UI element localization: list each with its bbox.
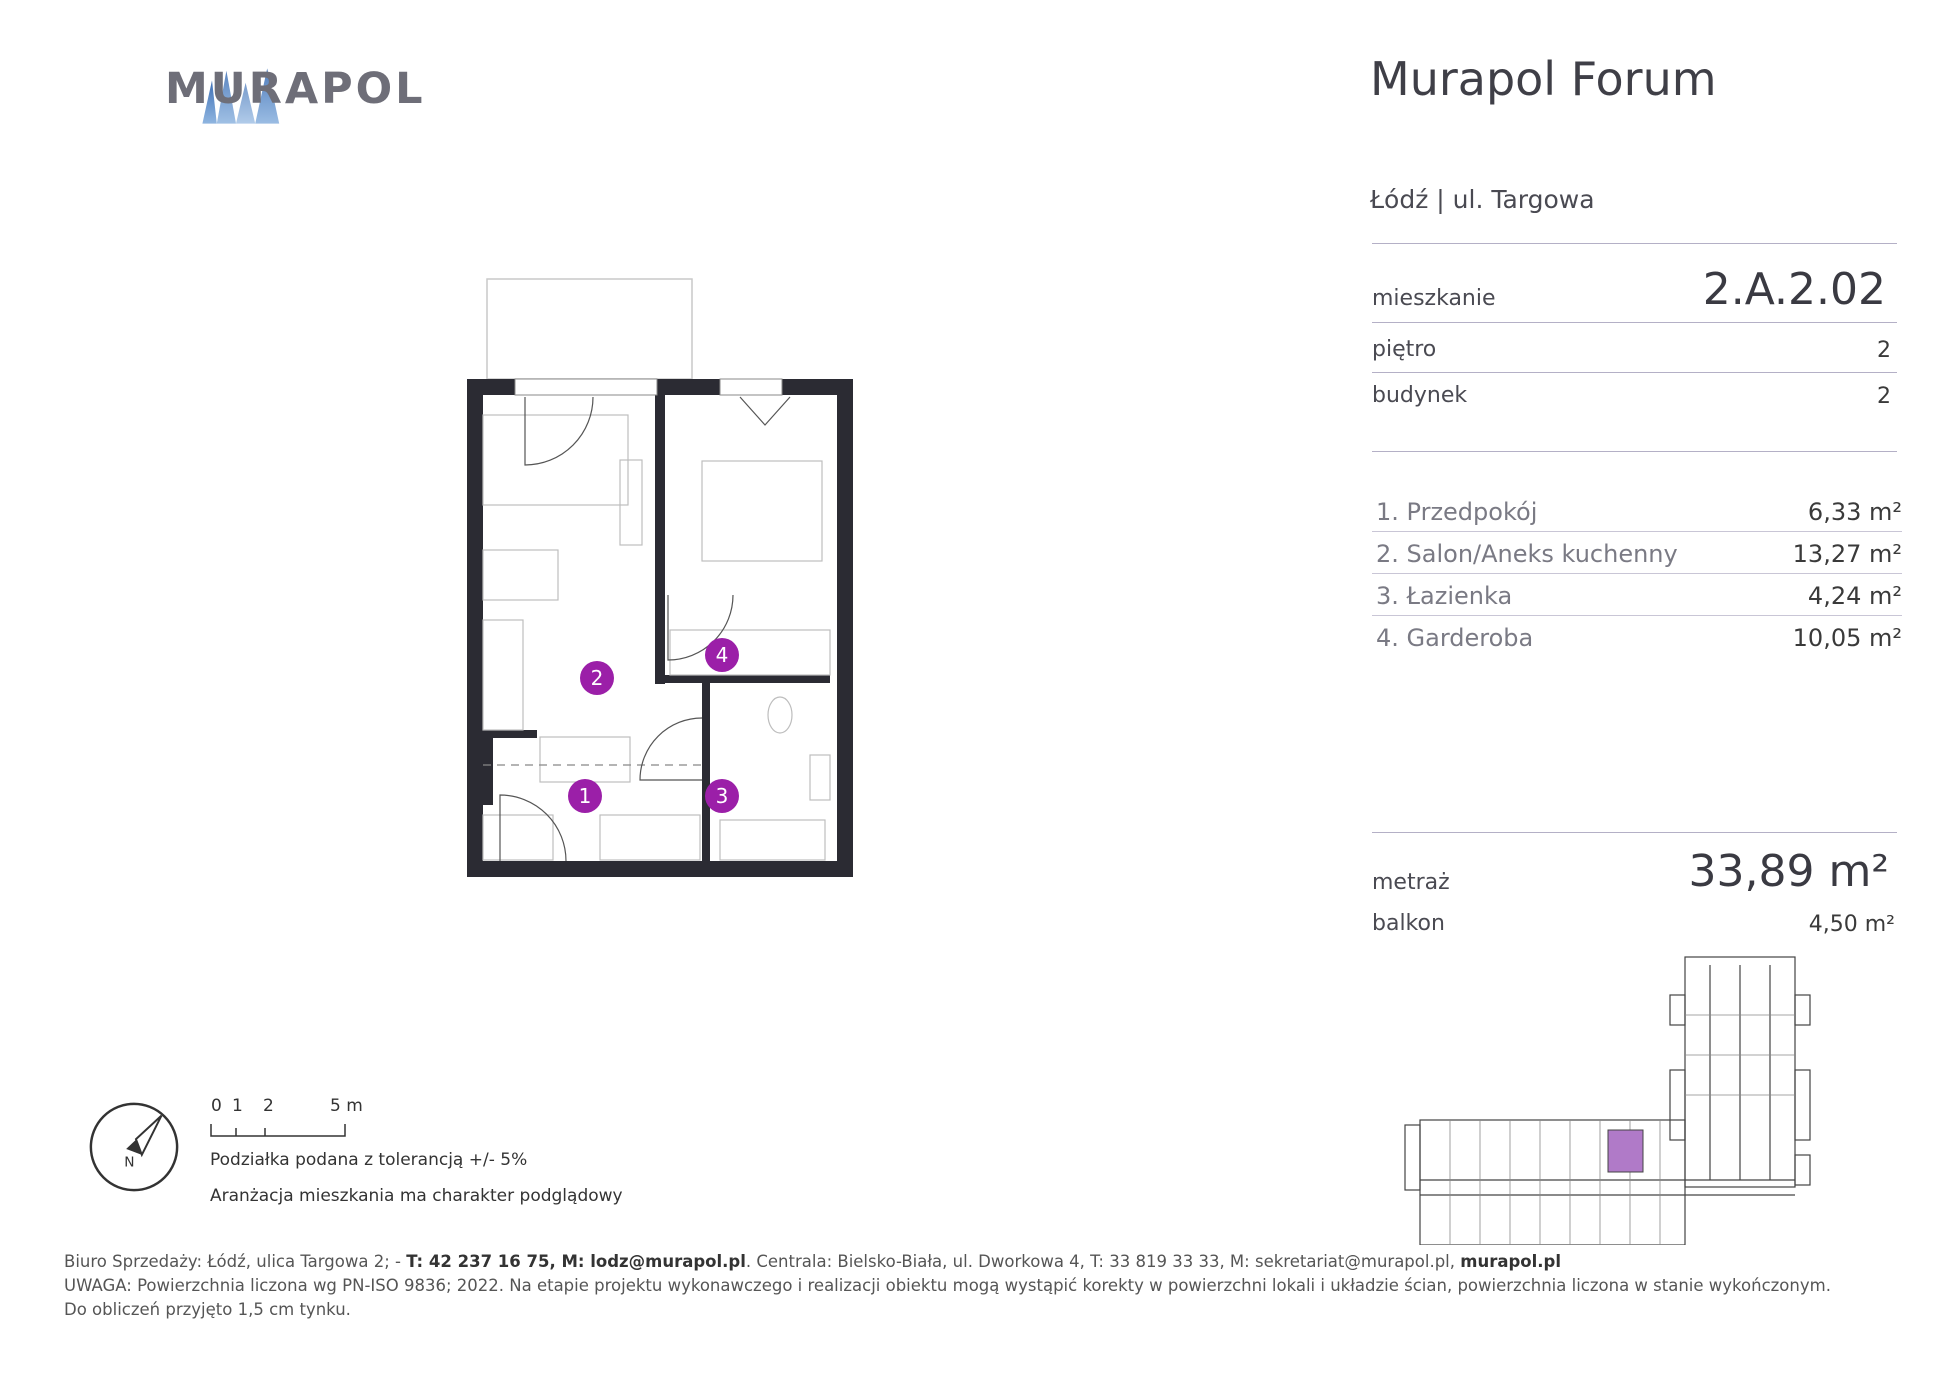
building-value: 2 (1877, 384, 1891, 409)
room-area: 6,33 m² (1807, 498, 1902, 526)
floor-value: 2 (1877, 338, 1891, 363)
footer-plaster-note: Do obliczeń przyjęto 1,5 cm tynku. (64, 1300, 351, 1319)
building-label: budynek (1372, 383, 1468, 408)
divider (1372, 322, 1897, 323)
room-label: 2. Salon/Aneks kuchenny (1376, 540, 1678, 568)
scale-tick-label: 0 (211, 1096, 222, 1116)
balcony-value: 4,50 m² (1808, 912, 1895, 937)
scale-tick-label: 1 (232, 1096, 243, 1116)
floor-plan (440, 275, 870, 885)
apartment-number: 2.A.2.02 (1702, 264, 1886, 315)
room-badge: 1 (578, 784, 592, 808)
area-label: metraż (1372, 870, 1450, 895)
room-area: 4,24 m² (1807, 582, 1902, 610)
svg-text:N: N (124, 1154, 135, 1171)
room-badge: 2 (590, 666, 604, 690)
footer-contact (64, 1252, 1561, 1271)
scale-bar (210, 1122, 350, 1142)
scale-tick-label: 5 m (330, 1096, 363, 1116)
balcony-label: balkon (1372, 911, 1445, 936)
logo-text: MURAPOL (165, 64, 426, 114)
project-title: Murapol Forum (1370, 52, 1717, 106)
compass-icon (85, 1098, 183, 1196)
building-key-plan (1400, 955, 1820, 1245)
room-label: 3. Łazienka (1376, 582, 1513, 610)
area-total: 33,89 m² (1688, 846, 1889, 897)
room-row (1372, 574, 1902, 616)
footer-office: Biuro Sprzedaży: Łódź, ulica Targowa 2; - (64, 1252, 407, 1271)
divider (1372, 372, 1897, 373)
divider (1372, 832, 1897, 833)
room-badge: 3 (715, 784, 729, 808)
room-badge: 4 (715, 643, 729, 667)
scale-tick-label: 2 (263, 1096, 274, 1116)
room-row (1372, 490, 1902, 532)
tolerance-note: Podziałka podana z tolerancją +/- 5% (210, 1150, 528, 1170)
footer-hq: . Centrala: Bielsko-Biała, ul. Dworkowa 4, T: 33 819 33 33, M: sekretariat@murapol.pl, (745, 1252, 1461, 1271)
divider (1372, 451, 1897, 452)
apartment-highlight (1608, 1130, 1643, 1172)
arrangement-note: Aranżacja mieszkania ma charakter podglądowy (210, 1186, 623, 1206)
project-location: Łódź | ul. Targowa (1370, 185, 1595, 214)
room-area: 13,27 m² (1792, 540, 1902, 568)
room-area: 10,05 m² (1792, 624, 1902, 652)
footer-phone: T: 42 237 16 75, M: lodz@murapol.pl (406, 1252, 746, 1271)
footer-site-link[interactable]: murapol.pl (1460, 1252, 1561, 1271)
apartment-number-label: mieszkanie (1372, 286, 1496, 311)
room-row (1372, 616, 1902, 658)
divider (1372, 243, 1897, 244)
room-label: 1. Przedpokój (1376, 498, 1538, 526)
footer-warning: UWAGA: Powierzchnia liczona wg PN-ISO 9836; 2022. Na etapie projektu wykonawczego i realizacji obiektu mogą wystąpić korekty w powierzchni lokali i układzie ścian, powierzchnia liczona w stanie wykończonym. (64, 1276, 1831, 1295)
room-row (1372, 532, 1902, 574)
floor-label: piętro (1372, 337, 1437, 362)
room-label: 4. Garderoba (1376, 624, 1534, 652)
